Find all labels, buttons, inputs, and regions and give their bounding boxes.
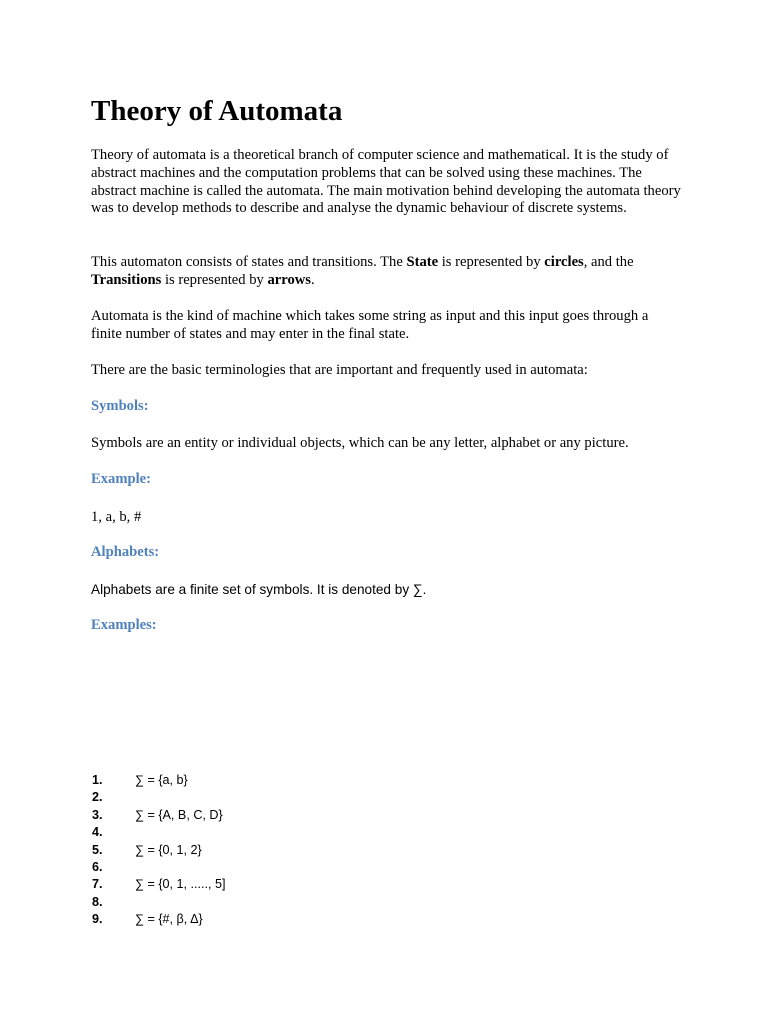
list-item-number: 5. [92, 842, 103, 857]
list-item-number: 1. [92, 773, 103, 787]
example-text: 1, a, b, # [91, 509, 142, 525]
states-text-5: . [311, 271, 315, 288]
list-item-number: 2. [92, 790, 103, 805]
intro-paragraph: Theory of automata is a theoretical branch of computer science and mathematical. It is the study of abstract machines and the computation problems that can be solved using these machines. The abstract machine is called the automata. The main motivation behind developing the automata theory was to develop methods to describe and analyse the dynamic behaviour of discrete systems. [91, 147, 681, 217]
list-item-number: 8. [92, 894, 103, 909]
list-item-number: 3. [92, 807, 103, 822]
symbols-paragraph: Symbols are an entity or individual objects, which can be any letter, alphabet or any picture. [91, 435, 629, 451]
alphabets-paragraph: Alphabets are a finite set of symbols. It is denoted by ∑. [91, 582, 427, 597]
page-title: Theory of Automata [91, 95, 343, 127]
list-item-number: 9. [92, 912, 103, 927]
list-item-text: ∑ = {a, b} [135, 773, 188, 787]
list-item-number: 4. [92, 825, 103, 840]
examples-heading: Examples: [91, 617, 157, 633]
states-text-2: is represented by [438, 254, 545, 270]
terminology-paragraph: There are the basic terminologies that are important and frequently used in automata: [91, 362, 588, 378]
list-item-number: 6. [92, 859, 103, 874]
list-item-number: 7. [92, 877, 103, 892]
arrows-term: arrows [267, 271, 311, 288]
list-item-text: ∑ = {0, 1, ....., 5] [135, 877, 226, 892]
states-text-3: , and the [583, 254, 634, 270]
circles-term: circles [544, 254, 584, 270]
states-text-1: This automaton consists of states and transitions. The [91, 254, 407, 270]
states-text-4: is represented by [161, 271, 268, 288]
automata-paragraph: Automata is the kind of machine which takes some string as input and this input goes through a finite number of states and may enter in the final state. [91, 308, 649, 342]
state-term: State [406, 254, 439, 270]
list-item-text: ∑ = {0, 1, 2} [135, 842, 202, 857]
alphabets-heading: Alphabets: [91, 544, 160, 560]
list-item-text: ∑ = {A, B, C, D} [135, 807, 223, 822]
symbols-heading: Symbols: [91, 398, 149, 414]
states-paragraph [91, 254, 681, 290]
example-heading: Example: [91, 471, 151, 487]
transitions-term: Transitions [91, 271, 162, 288]
list-item-text: ∑ = {#, β, Δ} [135, 912, 203, 927]
